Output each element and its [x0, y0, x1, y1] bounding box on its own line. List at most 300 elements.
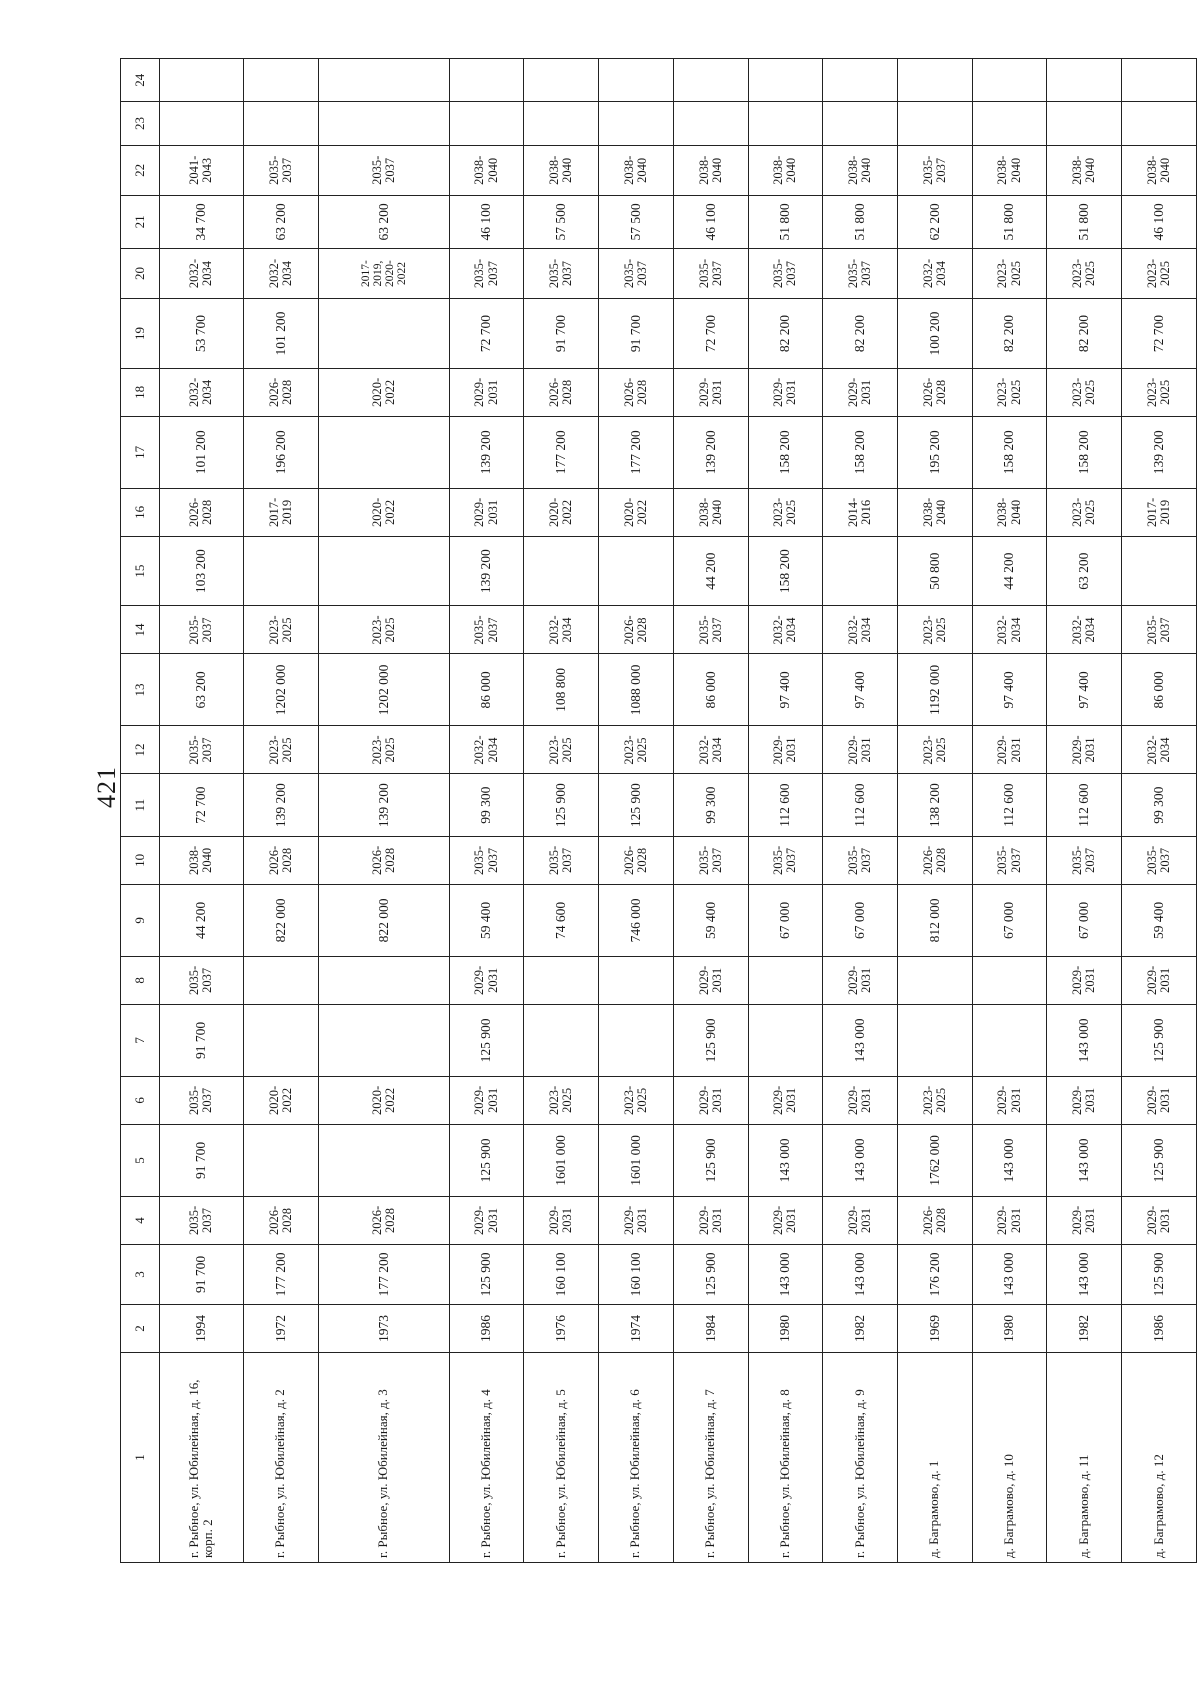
table-cell: [599, 536, 674, 606]
column-number-cell: 10: [121, 836, 160, 884]
table-cell: 99 300: [449, 774, 524, 836]
table-cell: 1202 000: [243, 654, 318, 726]
table-cell: [524, 536, 599, 606]
table-cell: [673, 59, 748, 102]
table-cell: 143 000: [972, 1124, 1047, 1196]
table-cell: [524, 59, 599, 102]
table-cell: 2023-2025: [1047, 248, 1122, 298]
table-cell: 1202 000: [318, 654, 449, 726]
table-cell: 2038-2040: [823, 145, 898, 195]
address-cell: г. Рыбное, ул. Юбилейная, д. 4: [449, 1352, 524, 1562]
table-cell: 2029-2031: [673, 1076, 748, 1124]
table-row: [823, 59, 898, 1563]
column-number-cell: 2: [121, 1304, 160, 1352]
table-cell: [318, 102, 449, 145]
table-cell: 125 900: [673, 1124, 748, 1196]
table-cell: 86 000: [449, 654, 524, 726]
table-cell: [449, 59, 524, 102]
address-cell: д. Баграмово, д. 12: [1122, 1352, 1197, 1562]
address-cell: г. Рыбное, ул. Юбилейная, д. 7: [673, 1352, 748, 1562]
table-cell: 2017-2019, 2020-2022: [318, 248, 449, 298]
table-cell: 2032-2034: [972, 606, 1047, 654]
table-cell: 2035-2037: [823, 248, 898, 298]
table-cell: 2017-2019: [243, 488, 318, 536]
table-cell: 160 100: [524, 1244, 599, 1304]
table-cell: 82 200: [748, 299, 823, 369]
table-cell: 1984: [673, 1304, 748, 1352]
table-cell: 139 200: [1122, 416, 1197, 488]
address-cell: г. Рыбное, ул. Юбилейная, д. 16, корп. 2: [160, 1352, 244, 1562]
column-number-cell: 22: [121, 145, 160, 195]
column-number-cell: 9: [121, 884, 160, 956]
rotated-table-wrapper: [120, 58, 1197, 1563]
table-cell: 177 200: [599, 416, 674, 488]
table-cell: 2035-2037: [524, 836, 599, 884]
table-cell: 2029-2031: [1122, 1076, 1197, 1124]
table-cell: 82 200: [823, 299, 898, 369]
column-number-cell: 11: [121, 774, 160, 836]
table-cell: 2029-2031: [748, 1076, 823, 1124]
table-cell: [524, 956, 599, 1004]
table-cell: 2035-2037: [972, 836, 1047, 884]
table-cell: 2035-2037: [243, 145, 318, 195]
table-cell: 2023-2025: [972, 248, 1047, 298]
table-cell: 2029-2031: [748, 1196, 823, 1244]
table-cell: 143 000: [1047, 1124, 1122, 1196]
table-cell: 97 400: [748, 654, 823, 726]
table-cell: 2029-2031: [673, 956, 748, 1004]
table-cell: 2038-2040: [160, 836, 244, 884]
table-cell: 2023-2025: [897, 726, 972, 774]
table-cell: 143 000: [1047, 1004, 1122, 1076]
table-cell: 2029-2031: [823, 368, 898, 416]
table-cell: 91 700: [599, 299, 674, 369]
table-cell: 97 400: [823, 654, 898, 726]
table-cell: 2035-2037: [673, 606, 748, 654]
table-cell: 1976: [524, 1304, 599, 1352]
column-number-cell: 15: [121, 536, 160, 606]
table-cell: 139 200: [449, 536, 524, 606]
table-cell: 2035-2037: [160, 726, 244, 774]
table-cell: 2023-2025: [1122, 368, 1197, 416]
table-cell: 822 000: [243, 884, 318, 956]
table-cell: [823, 536, 898, 606]
table-cell: 2020-2022: [318, 1076, 449, 1124]
table-cell: 2032-2034: [524, 606, 599, 654]
column-number-cell: 1: [121, 1352, 160, 1562]
table-cell: 2023-2025: [243, 726, 318, 774]
table-cell: 44 200: [972, 536, 1047, 606]
table-cell: 125 900: [673, 1244, 748, 1304]
table-cell: 2029-2031: [823, 1076, 898, 1124]
table-cell: 2035-2037: [160, 606, 244, 654]
table-cell: 2029-2031: [449, 488, 524, 536]
table-cell: 86 000: [1122, 654, 1197, 726]
table-cell: 50 800: [897, 536, 972, 606]
table-cell: 2029-2031: [524, 1196, 599, 1244]
table-cell: 91 700: [160, 1124, 244, 1196]
table-cell: 195 200: [897, 416, 972, 488]
table-cell: 112 600: [823, 774, 898, 836]
table-cell: 143 000: [748, 1124, 823, 1196]
table-cell: 2029-2031: [1047, 1196, 1122, 1244]
address-cell: г. Рыбное, ул. Юбилейная, д. 2: [243, 1352, 318, 1562]
table-cell: 72 700: [1122, 299, 1197, 369]
table-cell: 2038-2040: [972, 488, 1047, 536]
table-cell: [1122, 59, 1197, 102]
table-cell: 51 800: [1047, 196, 1122, 249]
table-cell: 812 000: [897, 884, 972, 956]
table-cell: 1973: [318, 1304, 449, 1352]
table-cell: 72 700: [673, 299, 748, 369]
table-cell: 125 900: [1122, 1004, 1197, 1076]
table-cell: 139 200: [318, 774, 449, 836]
column-number-cell: 12: [121, 726, 160, 774]
table-cell: 108 800: [524, 654, 599, 726]
address-cell: г. Рыбное, ул. Юбилейная, д. 6: [599, 1352, 674, 1562]
table-cell: 2029-2031: [823, 1196, 898, 1244]
table-cell: 59 400: [449, 884, 524, 956]
table-cell: 2038-2040: [1047, 145, 1122, 195]
table-cell: 82 200: [972, 299, 1047, 369]
table-cell: 2026-2028: [524, 368, 599, 416]
table-cell: 2029-2031: [972, 1076, 1047, 1124]
table-cell: 125 900: [599, 774, 674, 836]
table-cell: [673, 102, 748, 145]
table-cell: 2026-2028: [243, 836, 318, 884]
table-cell: [1122, 536, 1197, 606]
table-cell: [524, 102, 599, 145]
column-number-cell: 23: [121, 102, 160, 145]
table-cell: 143 000: [972, 1244, 1047, 1304]
table-cell: 2035-2037: [823, 836, 898, 884]
table-cell: 2032-2034: [160, 248, 244, 298]
table-cell: [897, 59, 972, 102]
table-cell: 2035-2037: [673, 248, 748, 298]
column-number-cell: 7: [121, 1004, 160, 1076]
table-cell: 63 200: [243, 196, 318, 249]
table-cell: 72 700: [160, 774, 244, 836]
table-cell: 2035-2037: [449, 836, 524, 884]
table-cell: 2035-2037: [897, 145, 972, 195]
table-cell: 2035-2037: [160, 1196, 244, 1244]
table-cell: 2029-2031: [823, 726, 898, 774]
table-cell: 2026-2028: [318, 1196, 449, 1244]
table-cell: 51 800: [972, 196, 1047, 249]
table-cell: [972, 1004, 1047, 1076]
table-cell: 2023-2025: [243, 606, 318, 654]
table-cell: 1969: [897, 1304, 972, 1352]
table-cell: 112 600: [1047, 774, 1122, 836]
table-cell: 44 200: [673, 536, 748, 606]
table-cell: 2029-2031: [823, 956, 898, 1004]
table-cell: 1601 000: [599, 1124, 674, 1196]
table-cell: 2029-2031: [972, 726, 1047, 774]
table-cell: 2032-2034: [897, 248, 972, 298]
table-cell: 2020-2022: [243, 1076, 318, 1124]
column-number-cell: 6: [121, 1076, 160, 1124]
table-cell: 2020-2022: [318, 488, 449, 536]
table-cell: 112 600: [972, 774, 1047, 836]
table-row: [897, 59, 972, 1563]
table-cell: 2032-2034: [673, 726, 748, 774]
table-cell: 2023-2025: [1047, 368, 1122, 416]
column-number-cell: 13: [121, 654, 160, 726]
table-cell: 2029-2031: [1047, 956, 1122, 1004]
table-cell: 2038-2040: [673, 145, 748, 195]
table-cell: [318, 416, 449, 488]
table-cell: 1974: [599, 1304, 674, 1352]
table-cell: 59 400: [1122, 884, 1197, 956]
table-cell: 2035-2037: [160, 956, 244, 1004]
table-cell: 2035-2037: [748, 836, 823, 884]
table-cell: [160, 59, 244, 102]
table-cell: 2026-2028: [599, 606, 674, 654]
table-cell: 74 600: [524, 884, 599, 956]
table-cell: 2029-2031: [449, 368, 524, 416]
table-cell: 99 300: [673, 774, 748, 836]
address-cell: г. Рыбное, ул. Юбилейная, д. 5: [524, 1352, 599, 1562]
table-cell: 2029-2031: [1122, 956, 1197, 1004]
table-cell: [243, 536, 318, 606]
table-cell: 125 900: [524, 774, 599, 836]
table-cell: 196 200: [243, 416, 318, 488]
table-cell: 91 700: [524, 299, 599, 369]
table-cell: 2023-2025: [1047, 488, 1122, 536]
table-cell: [599, 956, 674, 1004]
table-cell: [1047, 59, 1122, 102]
table-cell: [243, 1004, 318, 1076]
table-cell: 2035-2037: [1047, 836, 1122, 884]
table-cell: [524, 1004, 599, 1076]
table-cell: [1122, 102, 1197, 145]
table-cell: 158 200: [748, 416, 823, 488]
table-row: [1122, 59, 1197, 1563]
table-cell: 101 200: [243, 299, 318, 369]
table-cell: 143 000: [1047, 1244, 1122, 1304]
table-cell: 2035-2037: [449, 606, 524, 654]
table-cell: [318, 1124, 449, 1196]
table-cell: 46 100: [449, 196, 524, 249]
table-cell: 177 200: [524, 416, 599, 488]
table-cell: 86 000: [673, 654, 748, 726]
table-cell: [318, 299, 449, 369]
table-cell: 57 500: [599, 196, 674, 249]
table-cell: 2026-2028: [897, 836, 972, 884]
table-row: [748, 59, 823, 1563]
table-cell: 1762 000: [897, 1124, 972, 1196]
table-cell: 746 000: [599, 884, 674, 956]
column-number-cell: 24: [121, 59, 160, 102]
table-cell: 2035-2037: [449, 248, 524, 298]
table-cell: 2026-2028: [897, 1196, 972, 1244]
table-cell: 91 700: [160, 1004, 244, 1076]
table-cell: 2023-2025: [524, 726, 599, 774]
table-cell: 2035-2037: [524, 248, 599, 298]
table-cell: 2026-2028: [318, 836, 449, 884]
table-cell: 176 200: [897, 1244, 972, 1304]
table-cell: 62 200: [897, 196, 972, 249]
table-row: [449, 59, 524, 1563]
table-cell: [748, 59, 823, 102]
table-cell: 2032-2034: [748, 606, 823, 654]
table-cell: 1601 000: [524, 1124, 599, 1196]
table-cell: 177 200: [243, 1244, 318, 1304]
table-cell: 63 200: [1047, 536, 1122, 606]
table-cell: 2026-2028: [897, 368, 972, 416]
table-cell: 2038-2040: [972, 145, 1047, 195]
table-cell: 2023-2025: [599, 726, 674, 774]
table-cell: 2032-2034: [160, 368, 244, 416]
table-cell: 101 200: [160, 416, 244, 488]
table-cell: 2026-2028: [599, 836, 674, 884]
table-cell: 2035-2037: [318, 145, 449, 195]
table-cell: 2029-2031: [449, 1196, 524, 1244]
column-number-cell: 3: [121, 1244, 160, 1304]
table-cell: 1980: [748, 1304, 823, 1352]
table-row: [673, 59, 748, 1563]
column-number-cell: 16: [121, 488, 160, 536]
table-cell: 1994: [160, 1304, 244, 1352]
column-number-cell: 4: [121, 1196, 160, 1244]
table-cell: 2023-2025: [897, 1076, 972, 1124]
table-cell: 1972: [243, 1304, 318, 1352]
table-cell: 2026-2028: [599, 368, 674, 416]
repair-schedule-table: [120, 58, 1197, 1563]
table-cell: 1982: [1047, 1304, 1122, 1352]
table-cell: 53 700: [160, 299, 244, 369]
table-row: [318, 59, 449, 1563]
table-cell: 2029-2031: [1047, 726, 1122, 774]
table-cell: 72 700: [449, 299, 524, 369]
table-cell: 46 100: [1122, 196, 1197, 249]
table-cell: 160 100: [599, 1244, 674, 1304]
table-cell: 2026-2028: [243, 368, 318, 416]
address-cell: д. Баграмово, д. 1: [897, 1352, 972, 1562]
table-cell: 2032-2034: [1047, 606, 1122, 654]
table-cell: 158 200: [972, 416, 1047, 488]
table-cell: 103 200: [160, 536, 244, 606]
table-cell: 82 200: [1047, 299, 1122, 369]
column-number-cell: 18: [121, 368, 160, 416]
table-cell: 125 900: [449, 1244, 524, 1304]
table-cell: 44 200: [160, 884, 244, 956]
table-row: [972, 59, 1047, 1563]
table-cell: 2014-2016: [823, 488, 898, 536]
table-cell: 2038-2040: [524, 145, 599, 195]
table-cell: [599, 59, 674, 102]
table-cell: 2023-2025: [524, 1076, 599, 1124]
table-cell: 158 200: [823, 416, 898, 488]
table-cell: [243, 59, 318, 102]
table-cell: 2032-2034: [243, 248, 318, 298]
table-cell: [243, 1124, 318, 1196]
table-cell: 2035-2037: [1122, 606, 1197, 654]
table-cell: 2038-2040: [748, 145, 823, 195]
table-cell: 2029-2031: [1047, 1076, 1122, 1124]
table-cell: 143 000: [748, 1244, 823, 1304]
table-cell: 91 700: [160, 1244, 244, 1304]
table-cell: 2029-2031: [673, 368, 748, 416]
table-cell: 2023-2025: [318, 606, 449, 654]
table-cell: 2041-2043: [160, 145, 244, 195]
table-cell: 158 200: [1047, 416, 1122, 488]
header-row: [121, 59, 160, 1563]
table-cell: 2029-2031: [449, 1076, 524, 1124]
table-cell: 125 900: [449, 1124, 524, 1196]
table-cell: 97 400: [1047, 654, 1122, 726]
table-cell: 177 200: [318, 1244, 449, 1304]
column-number-cell: 21: [121, 196, 160, 249]
table-cell: [243, 956, 318, 1004]
table-cell: [318, 956, 449, 1004]
table-cell: [748, 1004, 823, 1076]
table-cell: 125 900: [1122, 1244, 1197, 1304]
table-cell: 2038-2040: [599, 145, 674, 195]
table-cell: 2026-2028: [160, 488, 244, 536]
table-cell: 2032-2034: [823, 606, 898, 654]
table-cell: 2035-2037: [160, 1076, 244, 1124]
table-cell: 46 100: [673, 196, 748, 249]
address-cell: г. Рыбное, ул. Юбилейная, д. 9: [823, 1352, 898, 1562]
table-cell: 67 000: [1047, 884, 1122, 956]
table-cell: 2029-2031: [748, 726, 823, 774]
table-cell: 143 000: [823, 1124, 898, 1196]
table-cell: 158 200: [748, 536, 823, 606]
table-cell: 2035-2037: [599, 248, 674, 298]
table-cell: 99 300: [1122, 774, 1197, 836]
table-cell: 2029-2031: [972, 1196, 1047, 1244]
table-cell: 2029-2031: [599, 1196, 674, 1244]
table-cell: 138 200: [897, 774, 972, 836]
table-cell: 2020-2022: [599, 488, 674, 536]
table-cell: 63 200: [318, 196, 449, 249]
table-cell: 1192 000: [897, 654, 972, 726]
table-cell: 2029-2031: [449, 956, 524, 1004]
table-cell: [449, 102, 524, 145]
table-row: [524, 59, 599, 1563]
table-cell: [972, 956, 1047, 1004]
table-cell: 1980: [972, 1304, 1047, 1352]
column-number-cell: 14: [121, 606, 160, 654]
table-cell: [823, 102, 898, 145]
table-cell: 67 000: [823, 884, 898, 956]
table-cell: 34 700: [160, 196, 244, 249]
table-cell: [972, 59, 1047, 102]
table-cell: 2029-2031: [748, 368, 823, 416]
table-cell: [897, 1004, 972, 1076]
address-cell: д. Баграмово, д. 10: [972, 1352, 1047, 1562]
table-cell: 2038-2040: [449, 145, 524, 195]
table-cell: 51 800: [748, 196, 823, 249]
table-cell: [318, 536, 449, 606]
table-cell: 1088 000: [599, 654, 674, 726]
table-cell: 2023-2025: [1122, 248, 1197, 298]
table-cell: 97 400: [972, 654, 1047, 726]
table-cell: 125 900: [1122, 1124, 1197, 1196]
page-number: 421: [92, 766, 121, 808]
table-cell: [318, 59, 449, 102]
table-cell: [897, 956, 972, 1004]
table-cell: [823, 59, 898, 102]
table-cell: 2017-2019: [1122, 488, 1197, 536]
table-cell: 63 200: [160, 654, 244, 726]
table-cell: 2026-2028: [243, 1196, 318, 1244]
table-cell: [897, 102, 972, 145]
table-cell: 143 000: [823, 1004, 898, 1076]
table-cell: 67 000: [748, 884, 823, 956]
address-cell: г. Рыбное, ул. Юбилейная, д. 3: [318, 1352, 449, 1562]
